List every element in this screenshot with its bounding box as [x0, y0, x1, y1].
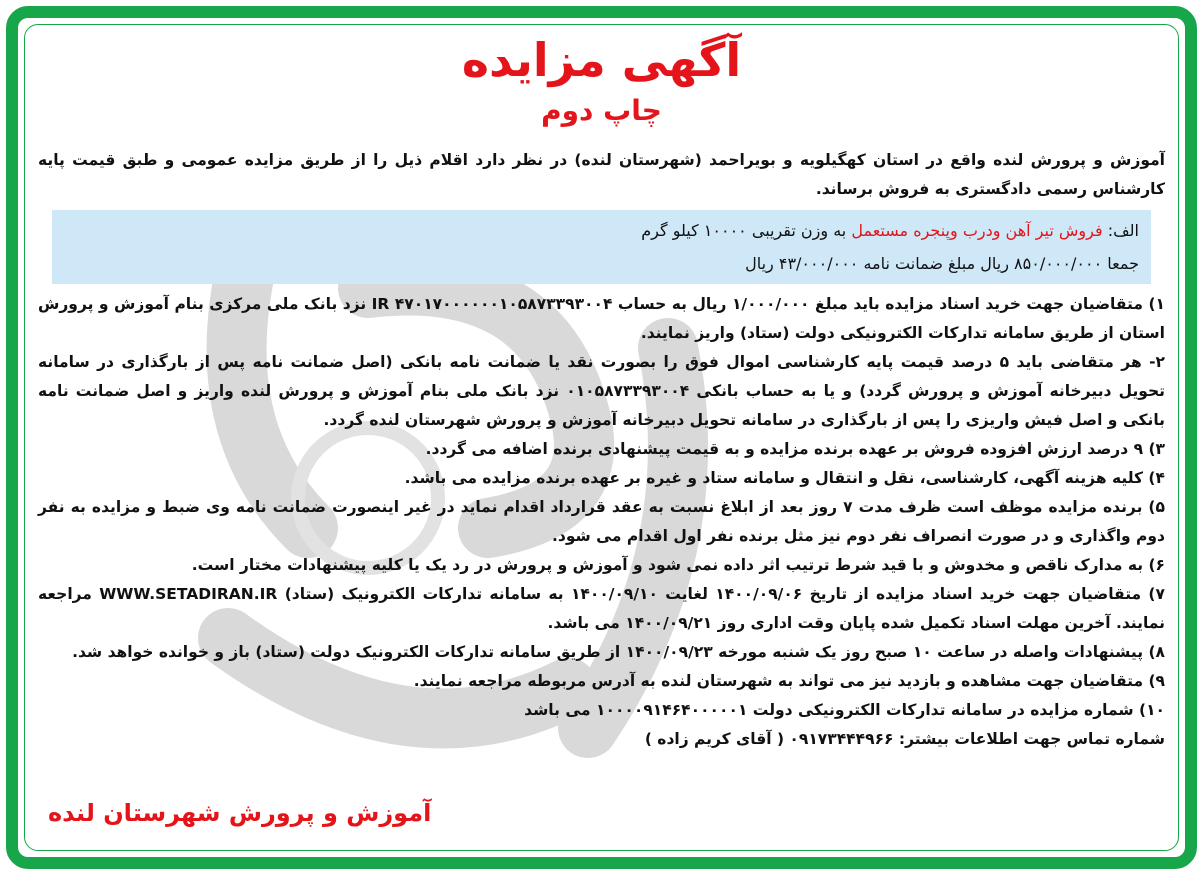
- item-prefix: الف:: [1107, 221, 1139, 240]
- condition-item: ۳) ۹ درصد ارزش افزوده فروش بر عهده برنده مزایده و به قیمت پیشنهادی برنده اضافه می گردد.: [425, 440, 1165, 458]
- condition-item: ۱۰) شماره مزایده در سامانه تدارکات الکترونیکی دولت ۱۰۰۰۰۹۱۴۶۴۰۰۰۰۰۱ می باشد: [524, 701, 1165, 719]
- ad-body: [38, 146, 1165, 754]
- item-line: [64, 214, 1139, 247]
- condition-item: ۹) متقاضیان جهت مشاهده و بازدید نیز می تواند به شهرستان لنده به آدرس مربوطه مراجعه نمایند.: [413, 672, 1165, 690]
- condition-item: ۲- هر متقاضی باید ۵ درصد قیمت پایه کارشناسی اموال فوق را بصورت نقد یا ضمانت نامه بانکی (اصل ضمانت نامه پس از بارگذاری در سامانه تحویل دبیرخانه آموزش و پرورش گردد) و یا به حساب بانکی ۰۱۰۵۸۷۳۳۹۳۰۰۴ نزد بانک ملی بنام آموزش و پرورش لنده واریز و اصل ضمانت نامه بانکی و اصل فیش واریزی را پس از بارگذاری در سامانه تحویل دبیرخانه آموزش و پرورش شهرستان لنده گردد.: [38, 353, 1166, 429]
- ad-subtitle: چاپ دوم: [541, 94, 662, 127]
- condition-item: ۴) کلیه هزینه آگهی، کارشناسی، نقل و انتقال و سامانه ستاد و غیره بر عهده برنده مزایده می باشد.: [404, 469, 1165, 487]
- ad-frame: [6, 6, 1197, 869]
- item-title: فروش تیر آهن ودرب وپنجره مستعمل: [851, 221, 1103, 240]
- contact-line: شماره تماس جهت اطلاعات بیشتر: ۰۹۱۷۳۴۴۴۹۶۶ ( آقای کریم زاده ): [644, 730, 1165, 748]
- condition-item: ۶) به مدارک ناقص و مخدوش و با قید شرط ترتیب اثر داده نمی شود و آموزش و پرورش در رد یک یا کلیه پیشنهادات مختار است.: [191, 556, 1165, 574]
- item-total: جمعا ۸۵۰/۰۰۰/۰۰۰ ریال مبلغ ضمانت نامه ۴۳/۰۰۰/۰۰۰ ریال: [745, 254, 1139, 273]
- item-highlight-box: [52, 210, 1151, 284]
- intro-paragraph: آموزش و پرورش لنده واقع در استان کهگیلویه و بویراحمد (شهرستان لنده) در نظر دارد اقلام ذیل را از طریق مزایده عمومی و طبق قیمت پایه کارشناس رسمی دادگستری به فروش برساند.: [38, 151, 1165, 198]
- condition-item: ۸) پیشنهادات واصله در ساعت ۱۰ صبح روز یک شنبه مورخه ۱۴۰۰/۰۹/۲۳ از طریق سامانه تدارکات الکترونیک دولت (ستاد) باز و خوانده خواهد شد.: [72, 643, 1165, 661]
- condition-item: ۱) متقاضیان جهت خرید اسناد مزایده باید مبلغ ۱/۰۰۰/۰۰۰ ریال به حساب IR ۴۷۰۱۷۰۰۰۰۰۰۱۰۵۸۷۳۳۹۳۰۰۴ نزد بانک ملی مرکزی بنام آموزش و پرورش استان از طریق سامانه تدارکات الکترونیکی دولت (ستاد) واریز نمایند.: [38, 295, 1165, 342]
- item-weight: به وزن تقریبی ۱۰۰۰۰ کیلو گرم: [641, 221, 847, 240]
- publisher-signature: آموزش و پرورش شهرستان لنده: [48, 799, 432, 827]
- ad-title: آگهی مزایده: [461, 33, 742, 87]
- condition-item: ۵) برنده مزایده موظف است ظرف مدت ۷ روز بعد از ابلاغ نسبت به عقد قرارداد اقدام نماید در غیر اینصورت ضمانت نامه وی ضبط و مزایده به نفر دوم واگذاری و در صورت انصراف نفر دوم نیز مثل برنده نفر اول اقدام می شود.: [38, 498, 1165, 545]
- condition-item: ۷) متقاضیان جهت خرید اسناد مزایده از تاریخ ۱۴۰۰/۰۹/۰۶ لغایت ۱۴۰۰/۰۹/۱۰ به سامانه تدارکات الکترونیک (ستاد) WWW.SETADIRAN.IR مراجعه نمایند. آخرین مهلت اسناد تکمیل شده پایان وقت اداری روز ۱۴۰۰/۰۹/۲۱ می باشد.: [38, 585, 1165, 632]
